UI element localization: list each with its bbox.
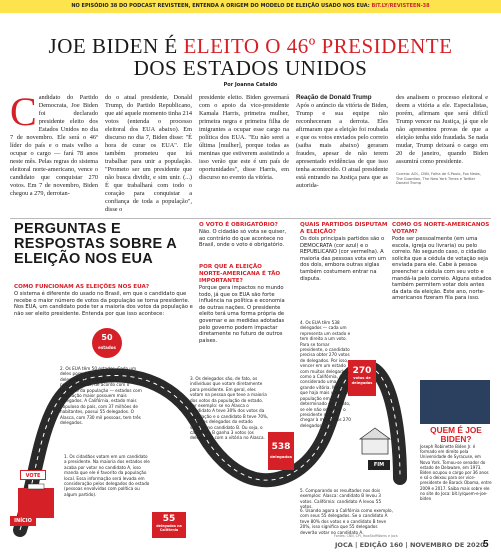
qa-vote-head: O VOTO É OBRIGATÓRIO? bbox=[199, 222, 278, 228]
col3-text: presidente eleito. Biden governará com o apoio da vice-presidente Kamala Harris, primeira mulher, primeira negra e primeira filha de imigrantes a ocupar esse cargo na política dos EUA. "Eu não serei a última [mulher], porque todas as meninas que estiverem assistindo a isso verão que este é um país de oportunidades", disse Harris, em discurso no evento da vitória. bbox=[199, 94, 289, 181]
qa-why-head: POR QUE A ELEIÇÃO NORTE-AMERICANA É TÃO IMPORTANTE? bbox=[199, 264, 281, 284]
badge-55-number: 55 bbox=[162, 514, 176, 524]
section-divider bbox=[10, 218, 491, 219]
badge-270-label: votos de delegados bbox=[351, 376, 373, 385]
sources: Fontes: CNN, CPI, HowStuffWorks e Joca bbox=[334, 534, 398, 538]
col5-text: des analisem o processo eleitoral e deem a vitória a ele. Especialistas, porém, afirmam que será difícil Trump vencer na Justiça, já que ele não apresentou provas de que a eleição tenha sido fraudada. Se nada mudar, Trump deixará o cargo em 20 de janeiro, quando Biden assumirá como presidente. bbox=[396, 94, 488, 165]
footer-text: JOCA | EDIÇÃO 160 | NOVEMBRO DE 2020 bbox=[335, 541, 485, 549]
qa-who-head: COMO OS NORTE-AMERICANOS VOTAM? bbox=[392, 222, 490, 235]
badge-55-delegates bbox=[152, 512, 186, 538]
col1-text: andidato do Partido Democrata, Joe Biden foi declarado presidente eleito dos Estados Unidos no dia 7 de novembro. Ele será o 46º líder do país e o mais velho a ocupar o cargo — fará 78 anos neste mês. Pelas regras do sistema eleitoral norte-americano, vence o candidato que conquistar 270 votos. Em 7 de novembro, Biden chegou a 279, derrotan- bbox=[10, 94, 98, 197]
article-column-1 bbox=[10, 94, 98, 214]
article-column-4 bbox=[296, 94, 388, 214]
qa-title: PERGUNTAS E RESPOSTAS SOBRE A ELEIÇÃO NOS EUA bbox=[14, 221, 177, 267]
qa-parties bbox=[300, 222, 390, 282]
qa-how-body: O sistema é diferente do usado no Brasil, em que o candidato que recebe o maior número de votos da população se torna presidente. Nos EUA, um candidato pode ter a maioria dos votos da população e não ser eleito presidente. Entenda por que isso acontece: bbox=[14, 291, 193, 317]
ballot-paper bbox=[28, 484, 44, 489]
badge-270-number: 270 bbox=[352, 366, 372, 376]
banner-text: NO EPISÓDIO 38 DO PODCAST REVISTEEN, ENTENDA A ORIGEM DO MODELO DE ELEIÇÃO USADO NOS EUA: bbox=[71, 3, 370, 9]
step-4: 4. Os EUA têm 538 delegados — cada um representa um estado e tem direito a um voto. Para se tornar presidente, o candidato precisa obter 270 votos de delegados. Por isso, vencer em um estado com muitos delegados, como a Califórnia, é considerado uma grande vitória. Mesmo que haja mais votos da população em determinado candidato, se ele não se tornar o presidente se não chegar à marca dos 270 delegados. bbox=[300, 320, 351, 428]
qa-who bbox=[392, 222, 492, 302]
qa-bio bbox=[420, 426, 492, 501]
banner-link[interactable]: BIT.LY/REVISTEEN-38 bbox=[371, 3, 430, 9]
qa-parties-body: Os dois principais partidos são o DEMOCRATA (cor azul) e o REPUBLICANO (cor vermelha). A maioria das pessoas vota em um dos dois, embora outras siglas também costumem entrar na disputa. bbox=[300, 236, 387, 282]
ballot-box bbox=[18, 488, 54, 518]
qa-why-body: Porque gera impactos no mundo todo, já que os EUA são forte influência na política e economia de outras nações. O presidente eleito terá uma forma própria de governar e as medidas adotadas pelo governo podem impactar diretamente no futuro de outros países. bbox=[199, 285, 285, 344]
white-house-roof bbox=[360, 428, 390, 439]
article-column-3 bbox=[199, 94, 289, 214]
article-column-2 bbox=[105, 94, 192, 214]
badge-270-votes bbox=[348, 360, 376, 396]
title-accent: ELEITO O 46º PRESIDENTE bbox=[183, 34, 453, 58]
white-house bbox=[362, 438, 388, 454]
title-line1: JOE BIDEN É bbox=[48, 34, 184, 58]
qa-vote-body: Não. O cidadão só vota se quiser, ao contrário do que acontece no Brasil, onde o voto é obrigatório. bbox=[199, 229, 287, 249]
subhead-trump: Reação de Donald Trump bbox=[296, 94, 372, 101]
step-3: 3. Os delegados são, de fato, os indivíduos que votam diretamente para presidente. Em geral, eles votam na pessoa que teve a maioria dos votos da população do estado. Por exemplo: se no Alasca o candidato A teve 30% dos votos da população e o candidato B teve 70%, todos os delegados do estado votarão no candidato B. Ou seja, o candidato B ganha 3 votos (os delegados) com a vitória no Alasca. bbox=[190, 376, 269, 441]
photo-caption: Correio: AOL, CNN, Folha de S.Paulo, Fox News, The Guardian, The New York Times e Twitter Donald Trump bbox=[396, 172, 481, 185]
qa-parties-head: QUAIS PARTIDOS DISPUTAM A ELEIÇÃO? bbox=[300, 222, 388, 235]
badge-50-number: 50 bbox=[101, 333, 113, 342]
step-6: 6. Usando agora a Califórnia como exemplo, com seus 55 delegados. Se o candidato A teve 80% dos votos e o candidato B teve 20%, isso significa que 55 delegados deverão votar no candidato A. bbox=[300, 508, 393, 535]
title-line2: DOS ESTADOS UNIDOS bbox=[133, 56, 368, 80]
badge-538-label: delegados bbox=[269, 454, 293, 459]
podcast-banner bbox=[0, 0, 501, 13]
step-5: 5. Comparando os resultados nos dois exemplos: Alasca: candidato B levou 3 votos. Califórnia: candidato A levou 55 votos. bbox=[300, 488, 382, 510]
qa-how bbox=[14, 284, 194, 317]
qa-who-body: Pode ser pessoalmente (em uma escola, igreja ou livraria) ou pelo correio. No segundo caso, o cidadão solicita que a cédula de votação seja enviada para ele. Cabe à pessoa preencher a cédula com seu voto e mandá-la pelo correio. Alguns estados também permitem votar dois antes da data da eleição. Este ano, norte-americanos fizeram fila para isso. bbox=[392, 236, 492, 302]
badge-50-label: estados bbox=[98, 345, 116, 350]
byline: Por Joanna Cataldo bbox=[223, 82, 278, 88]
page-number: 5 bbox=[483, 539, 489, 550]
article-column-5 bbox=[396, 94, 488, 170]
vote-sign: VOTE bbox=[20, 470, 46, 480]
badge-538-number: 538 bbox=[271, 442, 291, 452]
col4-text: Após o anúncio da vitória de Biden, Trump e sua equipe não reconheceram a derrota. Eles afirmaram que a eleição foi roubada e que os votos enviados pelo correio (saiba mais abaixo) geraram fraudes, apesar de não terem apresentado evidências de que isso tenha acontecido. O atual presidente está entrando na Justiça para que as autorida- bbox=[296, 102, 388, 189]
fim-sign: FIM bbox=[368, 460, 390, 470]
qa-vote bbox=[199, 222, 287, 249]
drop-cap: C bbox=[10, 94, 37, 134]
col2-text: do o atual presidente, Donald Trump, do Partido Republicano, que até aquele momento tinha 214 votos (entenda o processo eleitoral dos EUA abaixo). Em discurso no dia 7, Biden disse: "É hora de curar os EUA". Ele também prometeu que irá trabalhar para unir a população. "Prometo ser um presidente que não busca dividir, e sim unir. (...) É que trabalhará com todo o coração para conquistar a confiança de toda a população", disse o bbox=[105, 94, 192, 213]
article-title bbox=[0, 35, 501, 79]
inicio-sign: INÍCIO bbox=[10, 516, 36, 526]
biden-photo bbox=[420, 380, 490, 424]
step-1: 1. Os cidadãos votam em um candidato a presidente. Na maioria dos estados ele acaba por votar no candidato A, isso manda que ele é favorito da população local. Essa informação será levada em consideração pelos delegados do estado (pessoas envolvidas com política ou algum partido). bbox=[64, 454, 150, 497]
badge-50-states bbox=[92, 328, 122, 358]
badge-538-delegates bbox=[268, 432, 294, 470]
qa-bio-body: Joseph Robinette Biden Jr. é formado em direito pela Universidade de Syracuse, em Nova York. Tornou-se senador do estado de Delaware, em 1973. Biden ocupou o cargo por 36 anos e só o deixou para ser vice-presidente de Barack Obama, entre 2009 e 2017. Saiba mais sobre ele no site do Joca: bit.ly/quem-e-joe-biden bbox=[420, 444, 492, 502]
qa-bio-head: QUEM É JOE BIDEN? bbox=[430, 425, 482, 444]
qa-how-head: COMO FUNCIONAM AS ELEIÇÕES NOS EUA? bbox=[14, 284, 150, 290]
step-2: 2. Os EUA têm 50 estados. Cada um deles possui determinado número de delegados. O número varia, principalmente, de acordo com o tamanho da população — estados com população maior possuem mais delegados. A Califórnia, estado mais populoso do país, com 37 milhões de habitantes, possui 55 delegados. O Alasca, com 730 mil pessoas, tem três delegados. bbox=[60, 366, 142, 426]
badge-55-label: delegados na Califórnia bbox=[156, 524, 182, 532]
